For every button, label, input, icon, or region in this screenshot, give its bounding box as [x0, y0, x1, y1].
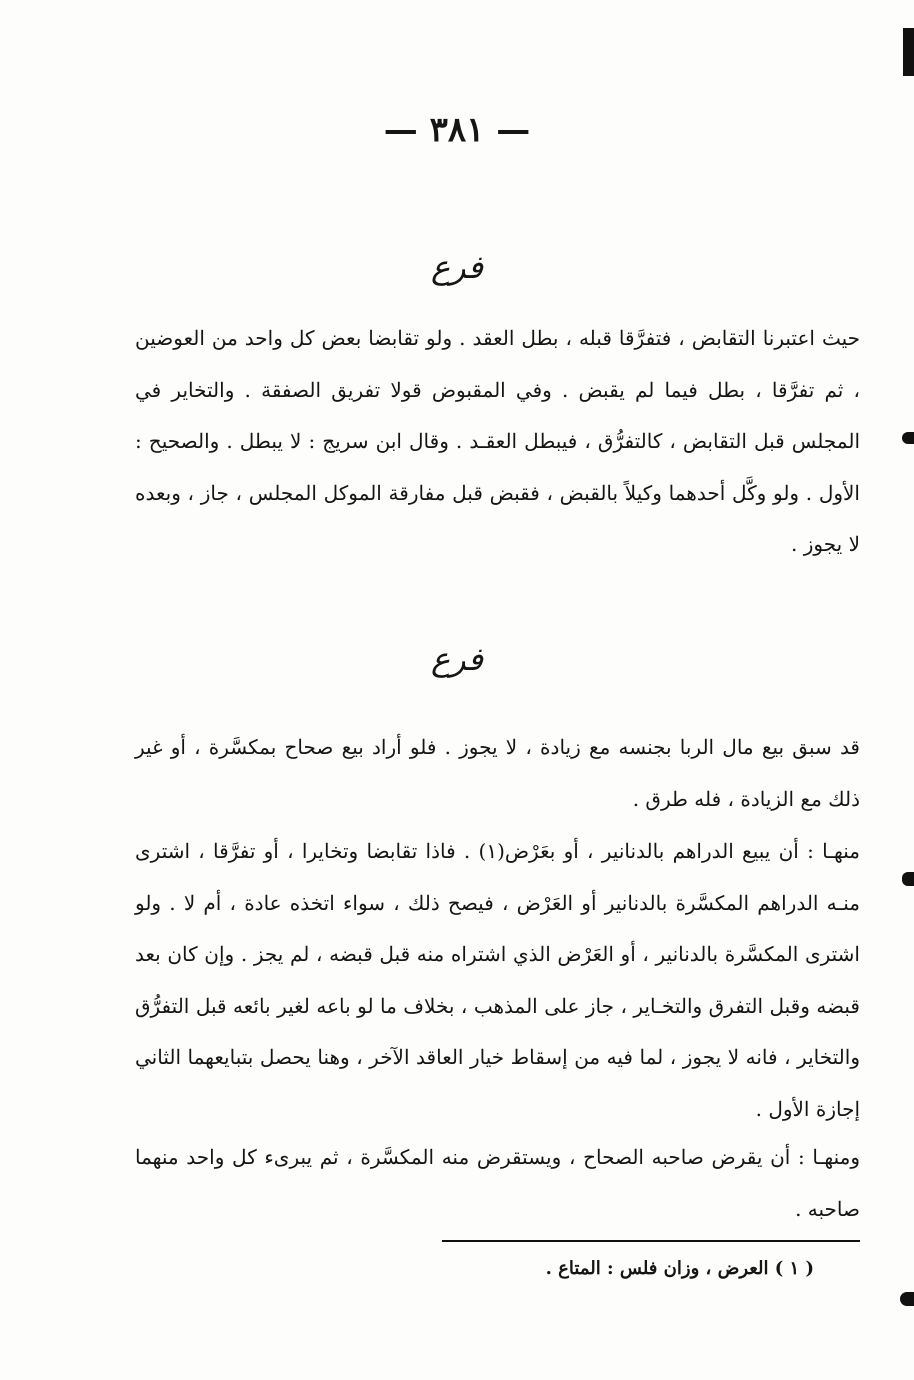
scan-edge-mark [900, 1292, 914, 1306]
paragraph: منهـا : أن يبيع الدراهم بالدنانير ، أو بعَرْض(١) . فاذا تقابضا وتخايرا ، أو تفرَّقا ، اشترى منـه الدراهم المكسَّرة بالدنانير أو العَرْض ، فيصح ذلك ، سواء اتخذه عادة ، أم لا . ولو اشترى المكسَّرة بالدنانير ، أو العَرْض الذي اشتراه منه قبل قبضه ، لم يجز . وإن كان بعد قبضه وقبل التفرق والتخـاير ، جاز على المذهب ، بخلاف ما لو باعه لغير بائعه قبل التفرُّق والتخاير ، فانه لا يجوز ، لما فيه من إسقاط خيار العاقد الآخر ، وهنا يحصل بتبايعهما الثاني إجازة الأول . [135, 839, 861, 1121]
paragraph: قد سبق بيع مال الربا بجنسه مع زيادة ، لا يجوز . فلو أراد بيع صحاح بمكسَّرة ، أو غير ذلك مع الزيادة ، فله طرق . [135, 735, 860, 811]
footnote-rule [442, 1240, 860, 1242]
paragraph: ومنهـا : أن يقرض صاحبه الصحاح ، ويستقرض منه المكسَّرة ، ثم يبرىء كل واحد منهما صاحبه . [135, 1145, 860, 1221]
paragraph: حيث اعتبرنا التقابض ، فتفرَّقا قبله ، بطل العقد . ولو تقابضا بعض كل واحد من العوضين ، ثم تفرَّقا ، بطل فيما لم يقبض . وفي المقبوض قولا تفريق الصفقة . والتخاير في المجلس قبل التقابض ، كالتفرُّق ، فيبطل العقـد . وقال ابن سريج : لا يبطل . والصحيح : الأول . ولو وكَّل أحدهما وكيلاً بالقبض ، فقبض قبل مفارقة الموكل المجلس ، جاز ، وبعده لا يجوز . [135, 326, 860, 556]
scan-edge-mark [902, 872, 914, 886]
section-heading: فرع [430, 640, 484, 678]
scan-edge-mark [903, 28, 914, 76]
page-number: — ٣٨١ — [383, 110, 531, 150]
scan-edge-mark [902, 432, 914, 444]
footnote: ( ١ ) العرض ، وزان فلس : المتاع . [545, 1258, 814, 1279]
section-heading: فرع [430, 248, 484, 286]
